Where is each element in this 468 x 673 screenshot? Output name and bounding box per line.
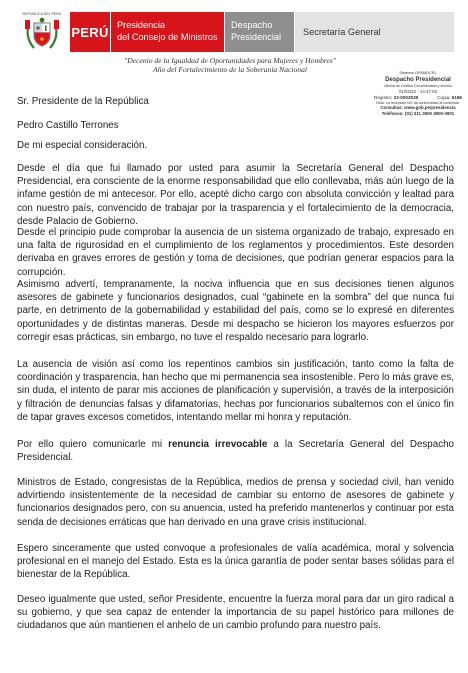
paragraph-6: Ministros de Estado, congresistas de la República, medios de prensa y sociedad civil, han venido advirtiendo insistentemente de la necesidad de cambiar su entorno de asesores de gabinete y funcionarios designados pero, con su anuencia, usted ha preferido mantenerlos y continuar por esta senda de decisiones erráticas que han derivado en una grave crisis institucional. <box>17 477 454 528</box>
paragraph-5-end: a la Secretaría General del Despacho Presidencial. <box>17 439 454 464</box>
paragraph-7: Espero sinceramente que usted convoque a profesionales de valía académica, moral y solvencia profesional en el manejo del Estado. Esta es la única garantía de poder sentar bases sólidas para el bienestar de la República. <box>17 543 454 581</box>
motto-line1: "Decenio de la Igualdad de Oportunidades para Mujeres y Hombres" <box>124 56 336 65</box>
stamp-registro-row <box>372 95 464 101</box>
peru-logo: PERÚ <box>70 12 110 52</box>
pcm-line2: del Consejo de Ministros <box>117 32 218 42</box>
despacho-label <box>224 12 294 52</box>
header-banner <box>14 12 454 52</box>
stamp-note: Nota: La recepción NO da conformidad al contenido. <box>376 100 460 105</box>
paragraph-5 <box>17 438 454 464</box>
pcm-label <box>110 12 224 52</box>
paragraph-5-start: Por ello quiero comunicarle mi <box>17 439 169 450</box>
stamp-system: Sistema OFAMDCEL <box>399 70 437 75</box>
coat-of-arms-icon <box>24 17 60 51</box>
motto-line2: Año del Fortalecimiento de la Soberanía Nacional <box>153 65 307 74</box>
decree-motto <box>80 56 380 74</box>
secretaria-label: Secretaría General <box>294 12 454 52</box>
salutation-name: Pedro Castillo Terrones <box>17 120 119 131</box>
despacho-line1: Despacho <box>231 20 273 30</box>
stamp-datetime: 01/02/22 - 14:47:02 <box>398 88 438 94</box>
salutation-title: Sr. Presidente de la República <box>17 96 149 107</box>
stamp-copia-label: Copia: <box>437 94 451 100</box>
stamp-consultas: Consultas: www.gob.pe/presidencia <box>380 105 456 110</box>
resignation-emphasis: renuncia irrevocable <box>168 439 268 450</box>
coat-of-arms <box>14 12 70 52</box>
stamp-registro-value: 22-0002539 <box>393 94 419 100</box>
stamp-copia-value: 6186 <box>451 94 462 100</box>
stamp-registro-label: Registro: <box>374 94 393 100</box>
pcm-line1: Presidencia <box>117 20 166 30</box>
stamp-title: Despacho Presidencial <box>385 77 451 83</box>
crest-label: REPÚBLICA DEL PERÚ <box>22 12 62 16</box>
stamp-telefonos: Teléfonos: (01) 311 3900 3900-3901 <box>381 111 455 116</box>
despacho-line2: Presidencial <box>231 32 282 42</box>
stamp-subtitle: Oficina de Gestión Documentaria y Archivo <box>383 84 453 88</box>
paragraph-8: Deseo igualmente que usted, señor Presidente, encuentre la fuerza moral para dar un giro radical a su gobierno, y que sea capaz de entender la importancia de su papel histórico para millones de ciudadanos que aún mantienen el anhelo de un cambio profundo para nuestro país. <box>17 594 454 632</box>
paragraph-3: Asimismo advertí, tempranamente, la nociva influencia que en sus decisiones tienen algunos asesores de gabinete y funcionarios designados, cual “gabinete en la sombra” del que nunca fui parte, en detrimento de la gobernabilidad y estabilidad del país, como se lo expresé en diferentes oportunidades y de distintas maneras. Desde mi despacho se hicieron los mayores esfuerzos por corregir esas prácticas, sin embargo, no tuve el respaldo necesario para lograrlo. <box>17 279 454 343</box>
paragraph-2: Desde el principio pude comprobar la ausencia de un sistema organizado de trabajo, expresado en una falta de rigurosidad en el cumplimiento de los reglamentos y procedimientos. Este desorden derivaba en graves errores de gestión y toma de decisiones, que podrían generar espacios para la corrupción. <box>17 227 454 278</box>
paragraph-4: La ausencia de visión así como los repentinos cambios sin justificación, tanto como la falta de coordinación y trasparencia, han hecho que mi permanencia sea insostenible. Pero lo más grave es, sin duda, el intento de parar mis acciones de planificación y supervisión, a través de la interposición y filtración de denuncias falsas y difamatorias, hechas por funcionarios subalternos con el único fin de tapar graves excesos cometidos, intentando mellar mi honra y reputación. <box>17 359 454 423</box>
salutation-greeting: De mi especial consideración. <box>17 140 148 151</box>
reception-stamp <box>372 70 464 134</box>
paragraph-1: Desde el día que fui llamado por usted para asumir la Secretaría General del Despacho Presidencial, era consciente de la enorme responsabilidad que ello conllevaba, más aún luego de la infame gestión de mi antecesor. Por ello, acepté dicho cargo con absoluta convicción y lealtad para con nuestro país, convencido de trabajar por la trasparencia y el fortalecimiento de la democracia, desde Palacio de Gobierno. <box>17 163 454 227</box>
